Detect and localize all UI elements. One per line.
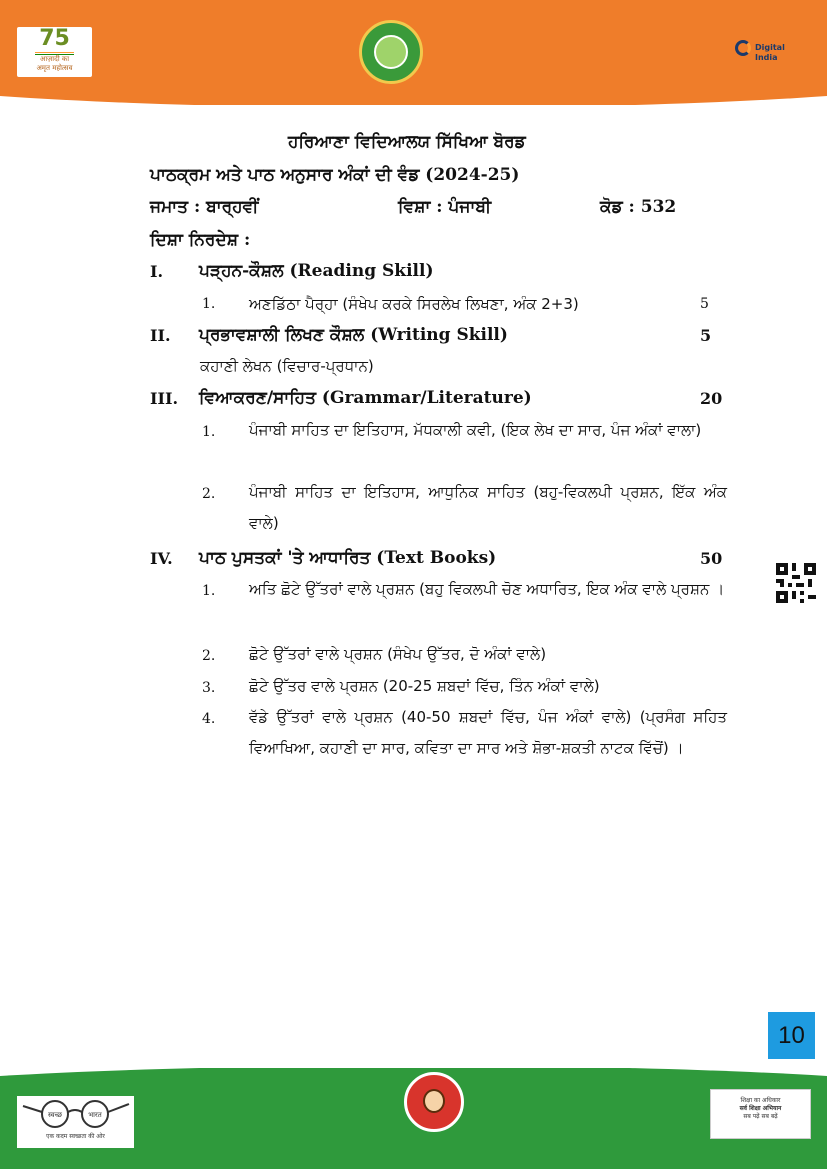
- glasses-icon: [17, 1096, 134, 1130]
- item-text: ਅਤਿ ਛੋਟੇ ਉੱਤਰਾਂ ਵਾਲੇ ਪ੍ਰਸ਼ਨ (ਬਹੁ ਵਿਕਲਪੀ ਚੋਣ ਅਧਾਰਿਤ, ਇਕ ਅੰਕ ਵਾਲੇ ਪ੍ਰਸ਼ਨ ।: [249, 580, 725, 598]
- section-title: ਪਾਠ ਪੁਸਤਕਾਂ 'ਤੇ ਆਧਾਰਿਤ (Text Books): [199, 548, 497, 568]
- item-number: 3.: [202, 680, 216, 696]
- section-marks: 50: [700, 549, 723, 568]
- section-marks: 5: [700, 326, 712, 345]
- section-title: ਪੜ੍ਹਨ-ਕੌਸ਼ਲ (Reading Skill): [199, 261, 434, 281]
- section-number: III.: [150, 389, 179, 408]
- digital-india-logo: Digital India: [735, 40, 810, 62]
- item-number: 1.: [202, 583, 216, 599]
- section-title: ਪ੍ਰਭਾਵਸ਼ਾਲੀ ਲਿਖਣ ਕੌਸ਼ਲ (Writing Skill): [199, 325, 508, 345]
- section-marks: 20: [700, 389, 723, 408]
- item-text: ਛੋਟੇ ਉੱਤਰਾਂ ਵਾਲੇ ਪ੍ਰਸ਼ਨ (ਸੰਖੇਪ ਉੱਤਰ, ਦੋ ਅੰਕਾਂ ਵਾਲੇ): [249, 645, 547, 663]
- section-title: ਵਿਆਕਰਣ/ਸਾਹਿਤ (Grammar/Literature): [199, 388, 532, 408]
- item-text: ਪੰਜਾਬੀ ਸਾਹਿਤ ਦਾ ਇਤਿਹਾਸ, ਮੱਧਕਾਲੀ ਕਵੀ, (ਇਕ ਲੇਖ ਦਾ ਸਾਰ, ਪੰਜ ਅੰਕਾਂ ਵਾਲਾ): [249, 421, 702, 439]
- item-text: ਵੱਡੇ ਉੱਤਰਾਂ ਵਾਲੇ ਪ੍ਰਸ਼ਨ (40-50 ਸ਼ਬਦਾਂ ਵਿੱਚ, ਪੰਜ ਅੰਕਾਂ ਵਾਲੇ) (ਪ੍ਰਸੰਗ ਸਹਿਤ ਵਿਆਖਿਆ, ਕਹਾਣੀ ਦਾ ਸਾਰ, ਕਵਿਤਾ ਦਾ ਸਾਰ ਅਤੇ ਸ਼ੋਭਾ-ਸ਼ਕਤੀ ਨਾਟਕ ਵਿੱਚੋਂ) ।: [249, 708, 727, 757]
- code-label: ਕੋਡ : 532: [600, 197, 677, 217]
- page-number-badge: 10: [768, 1012, 815, 1059]
- board-seal-logo: [359, 20, 423, 84]
- header-band: [0, 0, 827, 105]
- swachh-bharat-logo: स्वच्छ भारत एक कदम स्वच्छता की ओर: [17, 1096, 134, 1148]
- right-to-education-logo: शिक्षा का अधिकार सर्व शिक्षा अभियान सब पढ़ें सब बढ़ें: [710, 1089, 811, 1139]
- section-number: I.: [150, 262, 164, 281]
- class-label: ਜਮਾਤ : ਬਾਰ੍ਹਵੀਂ: [150, 197, 259, 217]
- item-text: ਪੰਜਾਬੀ ਸਾਹਿਤ ਦਾ ਇਤਿਹਾਸ, ਆਧੁਨਿਕ ਸਾਹਿਤ (ਬਹੁ-ਵਿਕਲਪੀ ਪ੍ਰਸ਼ਨ, ਇੱਕ ਅੰਕ ਵਾਲੇ): [249, 483, 727, 532]
- beti-bachao-beti-padhao-logo: [404, 1072, 464, 1132]
- item-text: ਛੋਟੇ ਉੱਤਰ ਵਾਲੇ ਪ੍ਰਸ਼ਨ (20-25 ਸ਼ਬਦਾਂ ਵਿੱਚ, ਤਿੰਨ ਅੰਕਾਂ ਵਾਲੇ): [249, 677, 600, 695]
- item-marks: 5: [700, 296, 709, 312]
- subject-label: ਵਿਸ਼ਾ : ਪੰਜਾਬੀ: [398, 197, 492, 217]
- section-number: II.: [150, 326, 171, 345]
- instructions-heading: ਦਿਸ਼ਾ ਨਿਰਦੇਸ਼ :: [150, 230, 251, 250]
- azadi-ka-amrit-mahotsav-logo: 75 आज़ादी का अमृत महोत्सव: [17, 27, 92, 77]
- svg-text:स्वच्छ: स्वच्छ: [47, 1111, 63, 1119]
- document-subtitle: ਪਾਠਕ੍ਰਮ ਅਤੇ ਪਾਠ ਅਨੁਸਾਰ ਅੰਕਾਂ ਦੀ ਵੰਡ (2024-25): [150, 165, 520, 185]
- item-text: ਅਣਡਿੱਠਾ ਪੈਰ੍ਹਾ (ਸੰਖੇਪ ਕਰਕੇ ਸਿਰਲੇਖ ਲਿਖਣਾ, ਅੰਕ 2+3): [249, 295, 579, 313]
- item-number: 2.: [202, 648, 216, 664]
- section-text: ਕਹਾਣੀ ਲੇਖਨ (ਵਿਚਾਰ-ਪ੍ਰਧਾਨ): [200, 357, 374, 375]
- svg-text:भारत: भारत: [88, 1111, 102, 1119]
- item-number: 4.: [202, 711, 216, 727]
- qr-code-icon[interactable]: [776, 563, 816, 603]
- item-number: 1.: [202, 424, 216, 440]
- item-number: 1.: [202, 296, 216, 312]
- item-number: 2.: [202, 486, 216, 502]
- document-title: ਹਰਿਆਣਾ ਵਿਦਿਆਲਯ ਸਿੱਖਿਆ ਬੋਰਡ: [288, 132, 526, 152]
- section-number: IV.: [150, 549, 173, 568]
